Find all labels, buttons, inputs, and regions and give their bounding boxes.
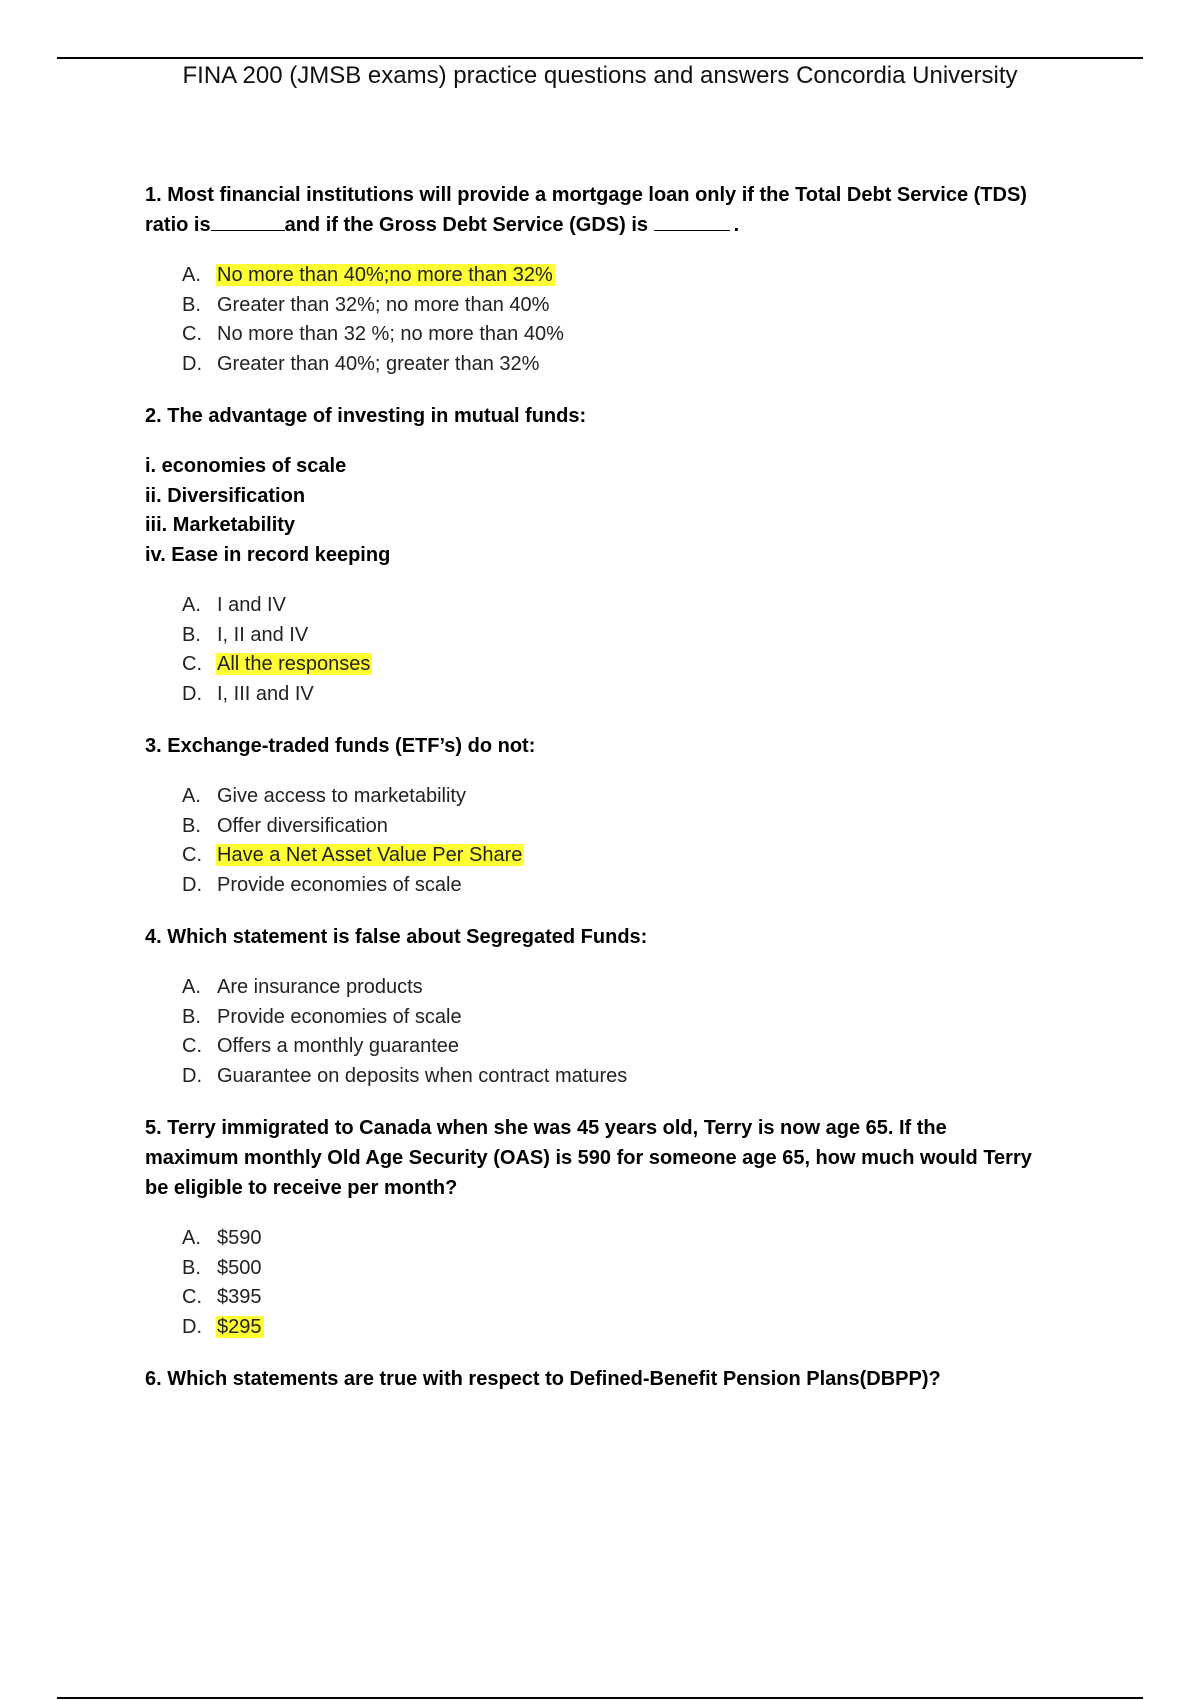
option-letter: B. xyxy=(182,814,201,837)
question-3 xyxy=(145,731,1085,900)
statement-item: iii. Marketability xyxy=(145,514,296,536)
question-4-options xyxy=(182,973,1085,1091)
option-text-highlighted: Have a Net Asset Value Per Share xyxy=(217,844,523,866)
option-letter: B. xyxy=(182,623,201,646)
option-text: Offer diversification xyxy=(217,814,388,837)
question-1-line-1: 1. Most financial institutions will provide a mortgage loan only if the Total Debt Service (TDS) xyxy=(145,184,1027,206)
option-letter: A. xyxy=(182,976,201,998)
question-4-text: 4. Which statement is false about Segregated Funds: xyxy=(145,926,648,948)
statement-item: i. economies of scale xyxy=(145,455,347,477)
question-2-statements xyxy=(145,452,1085,570)
statement-item: ii. Diversification xyxy=(145,484,306,507)
question-1-options xyxy=(182,261,1085,379)
question-6 xyxy=(145,1364,1085,1394)
option-1a xyxy=(182,261,1085,291)
question-1 xyxy=(145,180,1085,379)
option-2d xyxy=(182,680,1085,710)
option-letter: A. xyxy=(182,264,201,286)
question-2-options xyxy=(182,591,1085,709)
option-2b xyxy=(182,621,1085,651)
option-text: Offers a monthly guarantee xyxy=(217,1035,459,1057)
question-3-text: 3. Exchange-traded funds (ETF’s) do not: xyxy=(145,735,536,757)
page-header: FINA 200 (JMSB exams) practice questions and answers Concordia University xyxy=(182,62,1018,89)
option-1c xyxy=(182,320,1085,350)
option-text: Are insurance products xyxy=(217,976,423,998)
question-5-text xyxy=(145,1113,1085,1203)
option-letter: D. xyxy=(182,682,202,705)
question-1-period: . xyxy=(733,214,740,236)
question-2 xyxy=(145,401,1085,709)
question-5-options xyxy=(182,1224,1085,1342)
option-letter: C. xyxy=(182,1035,202,1057)
option-text: Guarantee on deposits when contract matures xyxy=(217,1064,628,1087)
option-letter: C. xyxy=(182,1286,202,1308)
option-text-highlighted: No more than 40%;no more than 32% xyxy=(217,264,553,286)
option-text: Greater than 32%; no more than 40% xyxy=(217,293,550,316)
option-text: Greater than 40%; greater than 32% xyxy=(217,352,540,375)
question-4 xyxy=(145,922,1085,1091)
question-1-part-b: and if the Gross Debt Service (GDS) is xyxy=(284,214,654,236)
option-2a xyxy=(182,591,1085,621)
option-text: I, II and IV xyxy=(217,623,309,646)
question-6-text: 6. Which statements are true with respect to Defined-Benefit Pension Plans(DBPP)? xyxy=(145,1368,941,1390)
statement-item: iv. Ease in record keeping xyxy=(145,543,391,566)
option-letter: A. xyxy=(182,594,201,616)
option-4d xyxy=(182,1062,1085,1092)
option-3d xyxy=(182,871,1085,901)
option-text: Provide economies of scale xyxy=(217,873,462,896)
question-1-part-a: ratio is xyxy=(145,214,211,236)
option-letter: C. xyxy=(182,653,202,675)
option-letter: D. xyxy=(182,1064,202,1087)
option-text: $500 xyxy=(217,1256,262,1279)
option-1b xyxy=(182,291,1085,321)
document-body xyxy=(145,180,1085,1394)
option-letter: B. xyxy=(182,1256,201,1279)
option-3c xyxy=(182,841,1085,871)
option-text: $590 xyxy=(217,1227,262,1249)
question-3-options xyxy=(182,782,1085,900)
option-text: I and IV xyxy=(217,594,286,616)
option-4a xyxy=(182,973,1085,1003)
option-3a xyxy=(182,782,1085,812)
answer-blank-gds xyxy=(654,212,730,231)
question-2-text: 2. The advantage of investing in mutual funds: xyxy=(145,405,587,427)
option-text-highlighted: All the responses xyxy=(217,653,371,675)
option-text: $395 xyxy=(217,1286,262,1308)
question-5 xyxy=(145,1113,1085,1342)
option-letter: D. xyxy=(182,1315,202,1338)
question-5-line-1: 5. Terry immigrated to Canada when she was 45 years old, Terry is now age 65. If the xyxy=(145,1117,947,1139)
question-5-line-3: be eligible to receive per month? xyxy=(145,1177,458,1199)
option-letter: D. xyxy=(182,873,202,896)
option-letter: B. xyxy=(182,293,201,316)
option-4b xyxy=(182,1003,1085,1033)
option-letter: B. xyxy=(182,1005,201,1028)
option-letter: A. xyxy=(182,785,201,807)
question-1-line-2 xyxy=(145,210,1085,240)
option-5a xyxy=(182,1224,1085,1254)
option-letter: C. xyxy=(182,844,202,866)
option-5c xyxy=(182,1283,1085,1313)
option-5d xyxy=(182,1313,1085,1343)
option-letter: D. xyxy=(182,352,202,375)
option-1d xyxy=(182,350,1085,380)
question-5-line-2: maximum monthly Old Age Security (OAS) is 590 for someone age 65, how much would Terry xyxy=(145,1147,1032,1169)
option-letter: A. xyxy=(182,1227,201,1249)
option-2c xyxy=(182,650,1085,680)
option-5b xyxy=(182,1254,1085,1284)
option-3b xyxy=(182,812,1085,842)
option-text-highlighted: $295 xyxy=(217,1315,262,1338)
bottom-rule xyxy=(57,1697,1143,1699)
option-text: No more than 32 %; no more than 40% xyxy=(217,323,564,345)
question-1-text xyxy=(145,180,1085,240)
option-text: Provide economies of scale xyxy=(217,1005,462,1028)
option-text: I, III and IV xyxy=(217,682,314,705)
option-letter: C. xyxy=(182,323,202,345)
option-text: Give access to marketability xyxy=(217,785,466,807)
option-4c xyxy=(182,1032,1085,1062)
answer-blank-tds xyxy=(211,212,285,231)
